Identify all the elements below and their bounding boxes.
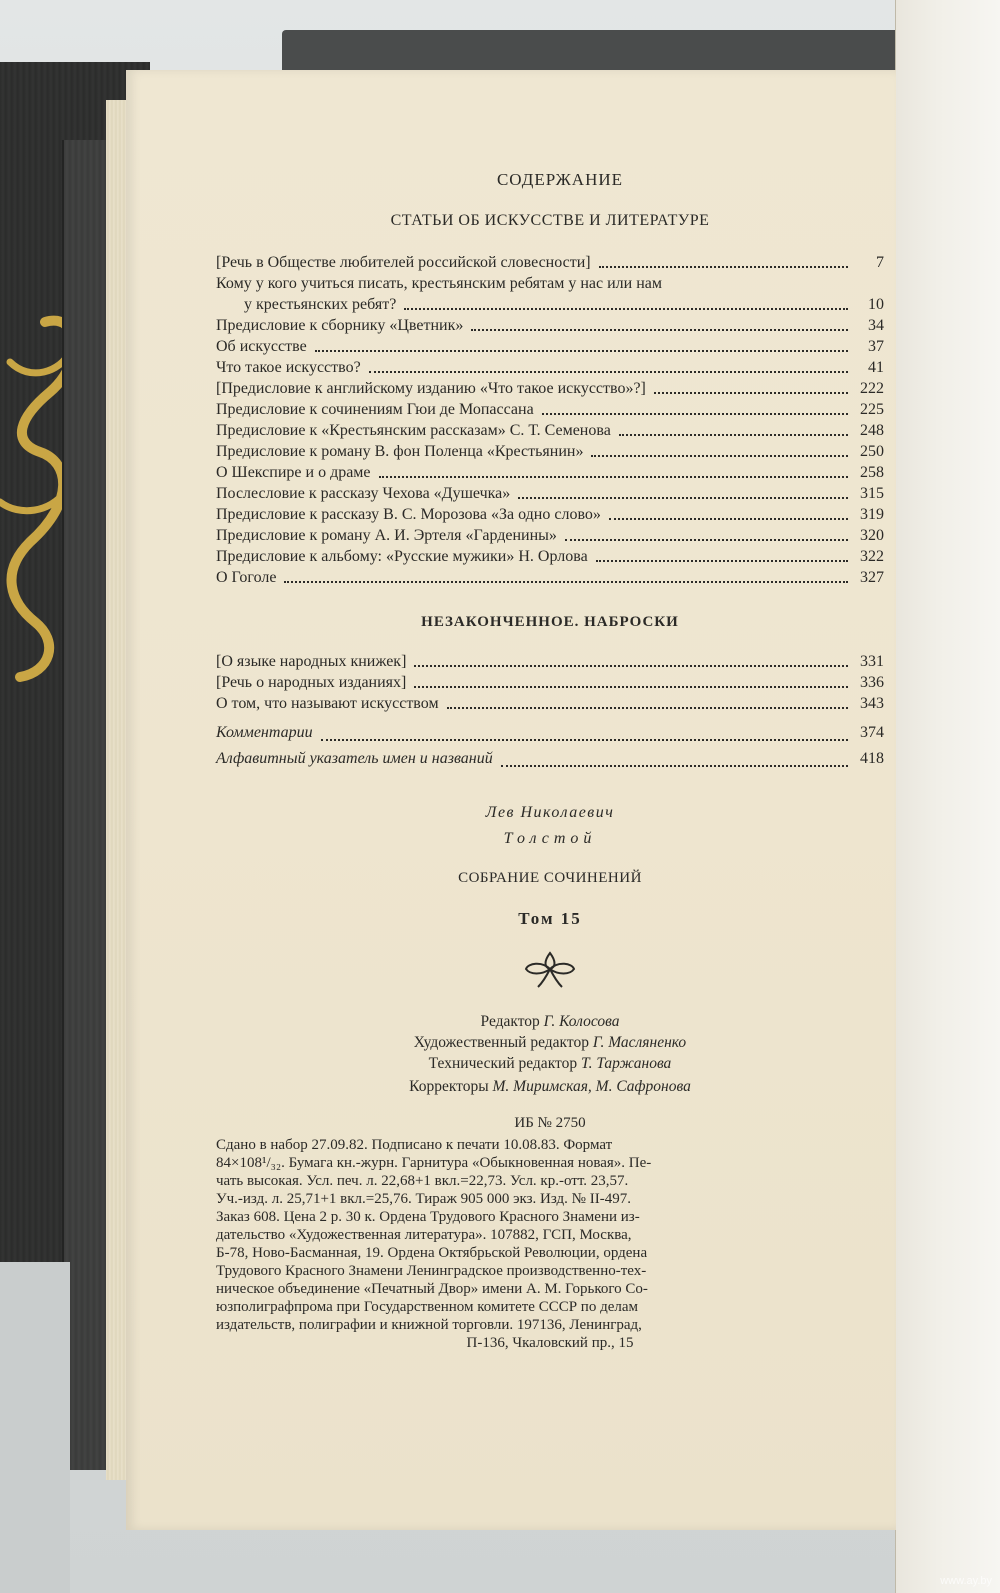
collection-title: СОБРАНИЕ СОЧИНЕНИЙ [458,870,642,886]
toc-entry: [О языке народных книжек] 331 [216,653,884,670]
imprint-line: Уч.-изд. л. 25,71+1 вкл.=25,76. Тираж 905 000 экз. Изд. № II-497. [216,1191,631,1207]
toc-entry: О Шекспире и о драме 258 [216,464,884,481]
imprint-line: издательств, полиграфии и книжной торговли. 197136, Ленинград, [216,1317,642,1333]
toc-heading: СОДЕРЖАНИЕ [496,170,624,189]
author-name [216,800,884,852]
imprint-line: Сдано в набор 27.09.82. Подписано к печати 10.08.83. Формат [216,1137,613,1153]
page-number: 374 [860,724,884,741]
imprint-block [216,1136,884,1352]
toc-entry: Кому у кого учиться писать, крестьянским ребятам у нас или нам у крестьянских ребят? 10 [216,275,884,313]
imprint-line: ническое объединение «Печатный Двор» имени А. М. Горького Со- [216,1281,648,1297]
page-number: 418 [860,750,884,767]
page-number: 343 [860,695,884,712]
author-last-name: Толстой [503,830,597,847]
page-number: 7 [876,254,884,271]
staff-list [216,1011,884,1097]
toc-entry: Предисловие к рассказу В. С. Морозова «За одно слово» 319 [216,506,884,523]
toc-entry: Алфавитный указатель имен и названий 418 [216,746,884,772]
page-number: 331 [860,653,884,670]
toc-entry: [Речь о народных изданиях] 336 [216,674,884,691]
page-number: 315 [860,485,884,502]
page-number: 250 [860,443,884,460]
book-page [126,70,896,1530]
imprint-line: П-136, Чкаловский пр., 15 [466,1335,634,1351]
page-number: 319 [860,506,884,523]
toc-entry: Предисловие к «Крестьянским рассказам» С. Т. Семенова 248 [216,422,884,439]
page-number: 320 [860,527,884,544]
author-first-name: Лев Николаевич [485,804,615,821]
page-number: 225 [860,401,884,418]
toc-entry: [Предисловие к английскому изданию «Что такое искусство»?] 222 [216,380,884,397]
toc-entry: О Гоголе 327 [216,569,884,586]
staff-correctors: Корректоры М. Миримская, М. Сафронова [409,1078,691,1095]
toc-entry: Предисловие к сборнику «Цветник» 34 [216,317,884,334]
page-number: 327 [860,569,884,586]
toc-entry: Об искусстве 37 [216,338,884,355]
page-number: 336 [860,674,884,691]
toc-entry: Предисловие к альбому: «Русские мужики» Н. Орлова 322 [216,548,884,565]
page-number: 41 [868,359,884,376]
toc-list-appendix [216,720,884,772]
facing-page [895,0,1000,1593]
page-number: 222 [860,380,884,397]
toc-entry: Послесловие к рассказу Чехова «Душечка» 315 [216,485,884,502]
imprint-line: чать высокая. Усл. печ. л. 22,68+1 вкл.=22,73. Усл. кр.-отт. 23,57. [216,1173,629,1189]
toc-entry: Предисловие к сочинениям Гюи де Мопассана 225 [216,401,884,418]
imprint-line: Трудового Красного Знамени Ленинградское производственно-тех- [216,1263,647,1279]
watermark: www.ay.by [940,1575,992,1587]
page-number: 10 [868,296,884,313]
page-number: 37 [868,338,884,355]
page-number: 258 [860,464,884,481]
staff-art-editor: Художественный редактор Г. Масляненко [413,1034,687,1051]
page-number: 322 [860,548,884,565]
imprint-line: 84×108¹/₃₂. Бумага кн.-журн. Гарнитура «Обыкновенная новая». Пе- [216,1155,652,1171]
ib-number: ИБ № 2750 [514,1115,586,1131]
toc-entry: Что такое искусство? 41 [216,359,884,376]
page-number: 248 [860,422,884,439]
toc-entry: [Речь в Обществе любителей российской словесности] 7 [216,254,884,271]
toc-list-unfinished [216,651,884,714]
volume-number: Том 15 [518,909,582,928]
staff-editor: Редактор Г. Колосова [480,1013,620,1030]
imprint-line: Заказ 608. Цена 2 р. 30 к. Ордена Трудового Красного Знамени из- [216,1209,640,1225]
toc-entry: Предисловие к роману В. фон Поленца «Крестьянин» 250 [216,443,884,460]
imprint-line: юзполиграфпрома при Государственном комитете СССР по делам [216,1299,638,1315]
staff-tech-editor: Технический редактор Т. Таржанова [428,1055,672,1072]
toc-entry: Комментарии 374 [216,720,884,746]
toc-list-articles [216,252,884,588]
imprint-line: дательство «Художественная литература». 107882, ГСП, Москва, [216,1227,632,1243]
section-title-unfinished: НЕЗАКОНЧЕННОЕ. НАБРОСКИ [421,614,679,630]
toc-entry: Предисловие к роману А. И. Эртеля «Гарденины» 320 [216,527,884,544]
shelf-background [0,1262,70,1593]
page-number: 34 [868,317,884,334]
toc-entry: О том, что называют искусством 343 [216,695,884,712]
section-title-articles: СТАТЬИ ОБ ИСКУССТВЕ И ЛИТЕРАТУРЕ [390,212,710,229]
fleuron-ornament-icon [520,947,580,991]
page-content [216,170,884,1352]
imprint-line: Б-78, Ново-Басманная, 19. Ордена Октябрьской Революции, ордена [216,1245,648,1261]
